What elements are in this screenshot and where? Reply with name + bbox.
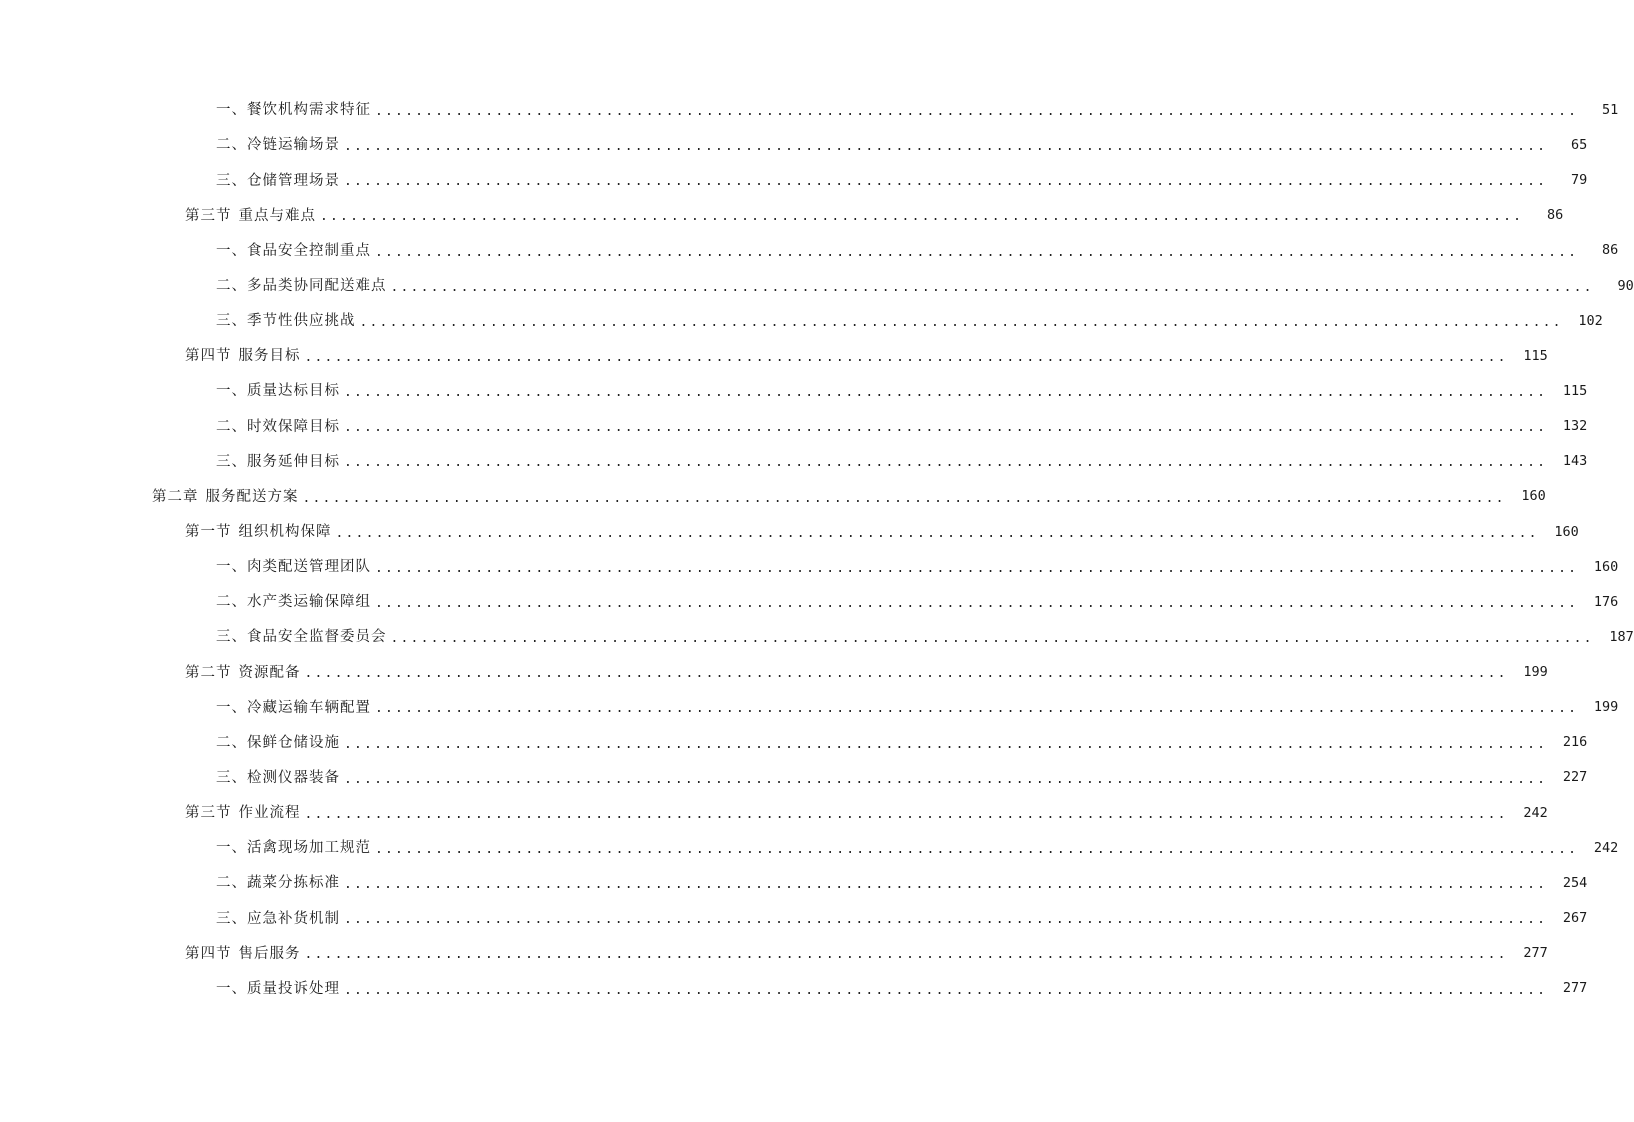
toc-entry-page: 115 bbox=[1523, 347, 1548, 364]
toc-entry-number: 一、 bbox=[216, 102, 247, 119]
toc-entry-page: 86 bbox=[1546, 207, 1564, 224]
dot-leader: ........................................................................................................................ bbox=[390, 279, 1594, 295]
toc-entry-title: 肉类配送管理团队 bbox=[247, 559, 371, 576]
toc-entry-title: 资源配备 bbox=[238, 664, 301, 681]
toc-entry-title: 服务延伸目标 bbox=[247, 453, 340, 470]
toc-entry[interactable] bbox=[0, 690, 1619, 725]
toc-entry[interactable] bbox=[0, 198, 1564, 233]
toc-entry[interactable] bbox=[0, 234, 1619, 269]
toc-entry-page: 242 bbox=[1593, 839, 1619, 856]
toc-entry-title: 应急补货机制 bbox=[247, 910, 340, 927]
dot-leader: ........................................................................................................................ bbox=[344, 771, 1548, 787]
toc-entry-number: 三、 bbox=[216, 910, 247, 927]
toc-entry-number: 一、 bbox=[216, 559, 247, 576]
toc-entry-page: 216 bbox=[1562, 734, 1588, 751]
toc-entry[interactable] bbox=[0, 796, 1548, 831]
toc-entry-title: 食品安全监督委员会 bbox=[247, 629, 387, 646]
toc-entry-page: 254 bbox=[1562, 874, 1588, 891]
toc-entry[interactable] bbox=[0, 409, 1588, 444]
toc-entry[interactable] bbox=[0, 269, 1634, 304]
dot-leader: ........................................................................................................................ bbox=[304, 947, 1508, 963]
toc-entry[interactable] bbox=[0, 972, 1588, 1007]
toc-entry[interactable] bbox=[0, 936, 1548, 971]
toc-entry-title: 质量投诉处理 bbox=[247, 980, 340, 997]
toc-entry[interactable] bbox=[0, 585, 1619, 620]
dot-leader: ........................................................................................................................ bbox=[335, 525, 1539, 541]
dot-leader: ........................................................................................................................ bbox=[302, 490, 1506, 506]
toc-entry-title: 作业流程 bbox=[238, 805, 301, 822]
toc-entry-number: 三、 bbox=[216, 769, 247, 786]
toc-entry-number: 三、 bbox=[216, 172, 247, 189]
toc-entry-page: 86 bbox=[1601, 242, 1619, 259]
toc-entry[interactable] bbox=[0, 866, 1588, 901]
toc-entry-number: 二、 bbox=[216, 594, 247, 611]
toc-entry[interactable] bbox=[0, 620, 1634, 655]
toc-entry-number: 一、 bbox=[216, 383, 247, 400]
toc-entry-page: 242 bbox=[1523, 804, 1548, 821]
toc-entry-title: 服务配送方案 bbox=[205, 488, 299, 505]
toc-entry[interactable] bbox=[0, 726, 1588, 761]
toc-entry-title: 服务目标 bbox=[238, 348, 301, 365]
toc-entry[interactable] bbox=[0, 339, 1548, 374]
toc-entry[interactable] bbox=[0, 374, 1588, 409]
toc-entry-number: 第一节 bbox=[185, 524, 232, 540]
toc-entry-page: 160 bbox=[1593, 558, 1619, 575]
toc-entry-title: 食品安全控制重点 bbox=[247, 242, 371, 259]
dot-leader: ........................................................................................................................ bbox=[344, 385, 1548, 401]
dot-leader: ........................................................................................................................ bbox=[375, 560, 1579, 576]
toc-entry-number: 一、 bbox=[216, 242, 247, 259]
toc-entry-page: 160 bbox=[1521, 488, 1546, 505]
toc-entry-page: 79 bbox=[1570, 172, 1588, 189]
toc-entry-title: 检测仪器装备 bbox=[247, 769, 340, 786]
dot-leader: ........................................................................................................................ bbox=[344, 877, 1548, 893]
toc-entry-number: 三、 bbox=[216, 313, 247, 330]
toc-entry-title: 蔬菜分拣标准 bbox=[247, 875, 340, 892]
toc-entry-number: 三、 bbox=[216, 453, 247, 470]
toc-entry-number: 第三节 bbox=[185, 805, 232, 822]
toc-entry-page: 277 bbox=[1562, 980, 1588, 997]
toc-entry-page: 267 bbox=[1562, 910, 1588, 927]
toc-entry[interactable] bbox=[0, 128, 1588, 163]
toc-entry[interactable] bbox=[0, 761, 1588, 796]
toc-entry-title: 质量达标目标 bbox=[247, 383, 340, 400]
dot-leader: ........................................................................................................................ bbox=[344, 982, 1548, 998]
toc-entry-number: 一、 bbox=[216, 980, 247, 997]
toc-entry-number: 一、 bbox=[216, 840, 247, 857]
toc-entry-page: 90 bbox=[1617, 277, 1634, 294]
toc-entry[interactable] bbox=[0, 831, 1619, 866]
toc-entry-title: 活禽现场加工规范 bbox=[247, 840, 371, 857]
toc-entry-number: 二、 bbox=[216, 278, 247, 295]
toc-entry-number: 一、 bbox=[216, 699, 247, 716]
toc-entry-page: 102 bbox=[1578, 312, 1603, 329]
toc-entry-number: 二、 bbox=[216, 137, 247, 154]
toc-entry-page: 199 bbox=[1593, 699, 1619, 716]
toc-entry-title: 冷藏运输车辆配置 bbox=[247, 699, 371, 716]
toc-entry-title: 保鲜仓储设施 bbox=[247, 734, 340, 751]
dot-leader: ........................................................................................................................ bbox=[375, 244, 1579, 260]
toc-entry-title: 水产类运输保障组 bbox=[247, 594, 371, 611]
toc-entry-number: 二、 bbox=[216, 734, 247, 751]
toc-entry-number: 第四节 bbox=[185, 945, 232, 962]
dot-leader: ........................................................................................................................ bbox=[344, 455, 1548, 471]
toc-entry-page: 277 bbox=[1523, 945, 1548, 962]
dot-leader: ........................................................................................................................ bbox=[320, 209, 1524, 225]
toc-entry-title: 季节性供应挑战 bbox=[247, 313, 356, 330]
toc-entry-page: 187 bbox=[1609, 628, 1634, 645]
toc-entry-page: 199 bbox=[1523, 664, 1548, 681]
toc-entry-number: 三、 bbox=[216, 629, 247, 646]
toc-entry-number: 第二章 bbox=[152, 488, 199, 505]
toc-entry[interactable] bbox=[0, 901, 1588, 936]
toc-entry-page: 143 bbox=[1562, 453, 1588, 470]
dot-leader: ........................................................................................................................ bbox=[390, 631, 1594, 647]
dot-leader: ........................................................................................................................ bbox=[304, 666, 1508, 682]
toc-entry[interactable] bbox=[0, 515, 1579, 550]
toc-entry-number: 第四节 bbox=[185, 348, 232, 365]
dot-leader: ........................................................................................................................ bbox=[375, 701, 1579, 717]
dot-leader: ........................................................................................................................ bbox=[344, 139, 1548, 155]
toc-entry-number: 第二节 bbox=[185, 664, 232, 681]
toc-entry[interactable] bbox=[0, 444, 1588, 479]
toc-entry[interactable] bbox=[0, 550, 1619, 585]
toc-entry-page: 65 bbox=[1570, 136, 1588, 153]
toc-entry-title: 重点与难点 bbox=[238, 207, 316, 224]
toc-entry[interactable] bbox=[0, 163, 1588, 198]
toc-entry-title: 多品类协同配送难点 bbox=[247, 278, 387, 295]
dot-leader: ........................................................................................................................ bbox=[304, 350, 1508, 366]
dot-leader: ........................................................................................................................ bbox=[344, 912, 1548, 928]
toc-entry-title: 售后服务 bbox=[238, 945, 301, 962]
toc-entry-number: 二、 bbox=[216, 418, 247, 435]
toc-entry-number: 二、 bbox=[216, 875, 247, 892]
dot-leader: ........................................................................................................................ bbox=[375, 842, 1579, 858]
toc-entry-page: 176 bbox=[1593, 593, 1619, 610]
toc-entry-page: 160 bbox=[1554, 523, 1579, 540]
toc-entry-page: 132 bbox=[1562, 418, 1588, 435]
toc-entry-page: 51 bbox=[1601, 101, 1619, 118]
toc-entry-title: 餐饮机构需求特征 bbox=[247, 102, 371, 119]
dot-leader: ........................................................................................................................ bbox=[344, 736, 1548, 752]
toc-entry-title: 仓储管理场景 bbox=[247, 172, 340, 189]
toc-entry[interactable] bbox=[0, 304, 1603, 339]
dot-leader: ........................................................................................................................ bbox=[375, 104, 1579, 120]
dot-leader: ........................................................................................................................ bbox=[375, 596, 1579, 612]
dot-leader: ........................................................................................................................ bbox=[359, 314, 1563, 330]
dot-leader: ........................................................................................................................ bbox=[344, 174, 1548, 190]
dot-leader: ........................................................................................................................ bbox=[344, 420, 1548, 436]
toc-entry-title: 冷链运输场景 bbox=[247, 137, 340, 154]
toc-entry-page: 115 bbox=[1562, 382, 1588, 399]
dot-leader: ........................................................................................................................ bbox=[304, 806, 1508, 822]
toc-entry[interactable] bbox=[0, 480, 1546, 515]
table-of-contents bbox=[0, 93, 1634, 1007]
toc-entry-page: 227 bbox=[1562, 769, 1588, 786]
toc-entry[interactable] bbox=[0, 655, 1548, 690]
toc-entry-title: 时效保障目标 bbox=[247, 418, 340, 435]
toc-entry-title: 组织机构保障 bbox=[238, 524, 332, 540]
toc-entry[interactable] bbox=[0, 93, 1619, 128]
toc-entry-number: 第三节 bbox=[185, 207, 232, 224]
